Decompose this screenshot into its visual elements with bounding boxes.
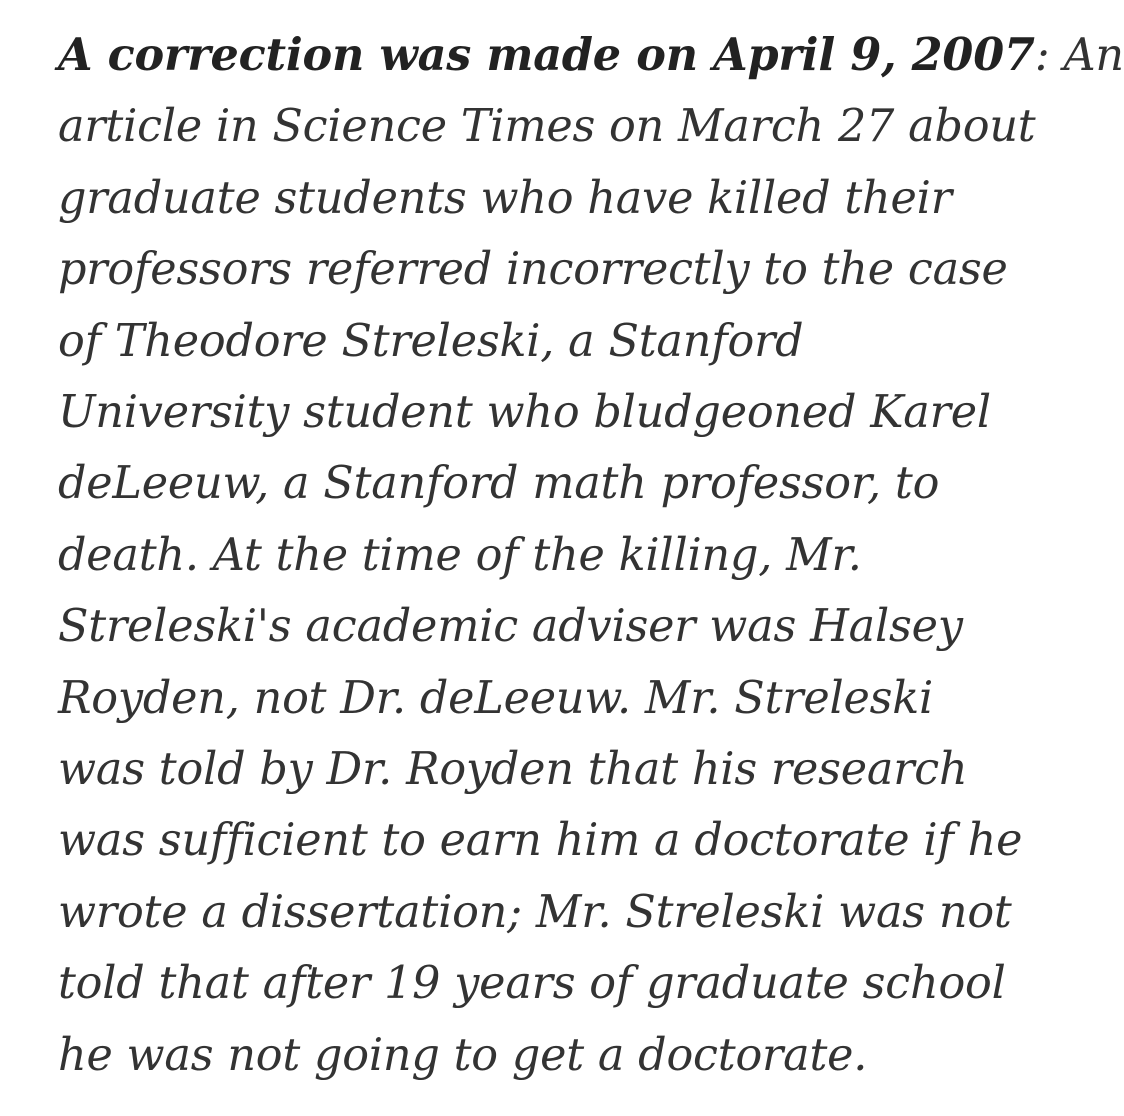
correction-line: of Theodore Streleski, a Stanford bbox=[58, 315, 804, 367]
correction-line: was told by Dr. Royden that his research bbox=[58, 744, 968, 796]
correction-line: told that after 19 years of graduate school bbox=[58, 958, 1006, 1010]
correction-line: Royden, not Dr. deLeeuw. Mr. Streleski bbox=[58, 672, 934, 724]
correction-line: death. At the time of the killing, Mr. bbox=[58, 529, 862, 581]
correction-line: he was not going to get a doctorate. bbox=[58, 1029, 868, 1081]
correction-lead-rest: : An bbox=[1034, 30, 1124, 81]
correction-line: wrote a dissertation; Mr. Streleski was not bbox=[58, 886, 1012, 938]
correction-lead: A correction was made on April 9, 2007 bbox=[58, 29, 1035, 81]
correction-line: was sufficient to earn him a doctorate if he bbox=[58, 815, 1023, 867]
correction-line: University student who bludgeoned Karel bbox=[58, 387, 991, 439]
correction-line: graduate students who have killed their bbox=[58, 172, 952, 224]
correction-line: Streleski's academic adviser was Halsey bbox=[58, 601, 963, 653]
correction-line: article in Science Times on March 27 about bbox=[58, 101, 1036, 153]
correction-line-1 bbox=[58, 20, 1124, 91]
correction-line: deLeeuw, a Stanford math professor, to bbox=[58, 458, 940, 510]
correction-line: professors referred incorrectly to the case bbox=[58, 244, 1008, 296]
correction-notice bbox=[58, 20, 1124, 1091]
